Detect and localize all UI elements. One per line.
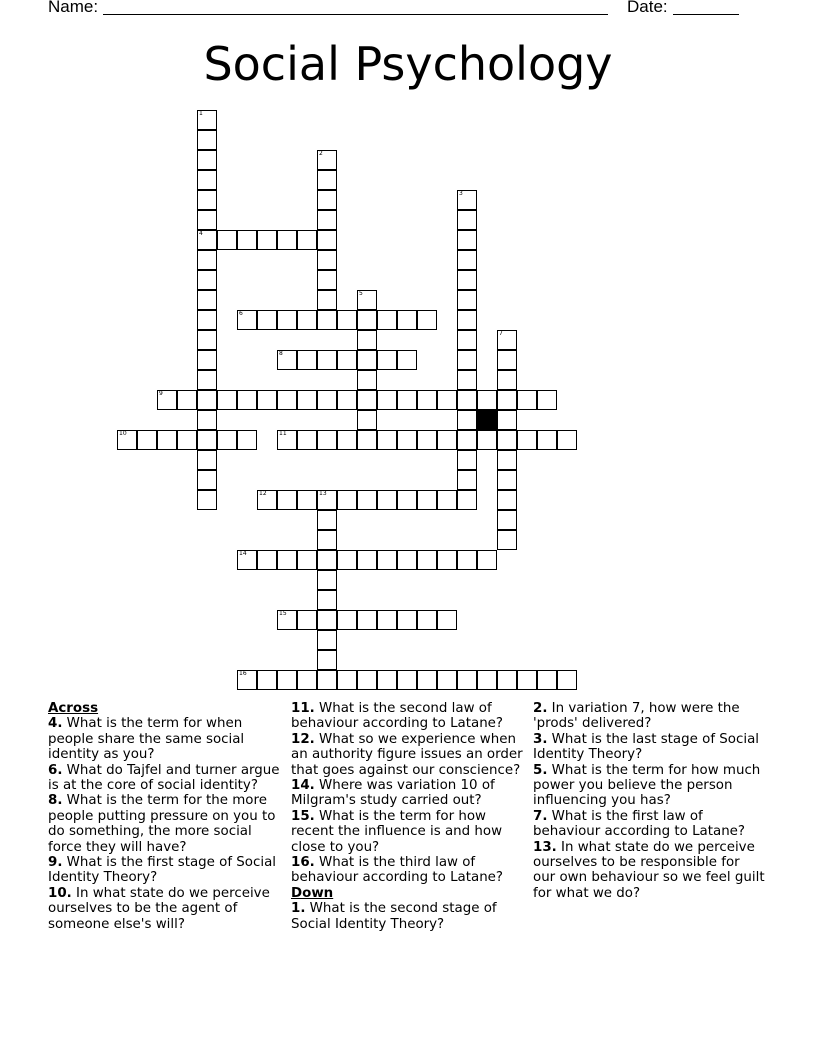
clue-across [48, 855, 280, 886]
crossword-cell[interactable] [397, 490, 417, 510]
crossword-cell[interactable] [457, 470, 477, 490]
crossword-cell[interactable] [377, 550, 397, 570]
crossword-cell[interactable] [297, 390, 317, 410]
cell-number: 3 [459, 190, 463, 197]
clue-across [291, 855, 523, 886]
crossword-cell[interactable] [377, 310, 397, 330]
crossword-cell[interactable] [317, 670, 337, 690]
crossword-cell[interactable] [337, 350, 357, 370]
crossword-cell[interactable] [337, 430, 357, 450]
page-title: Social Psychology [203, 37, 613, 91]
crossword-cell[interactable] [257, 390, 277, 410]
clue-text: In what state do we perceive ourselves to be the agent of someone else's will? [48, 885, 270, 932]
crossword-cell[interactable] [317, 190, 337, 210]
clue-across [48, 763, 280, 794]
blocked-cell [477, 410, 497, 430]
crossword-cell[interactable] [277, 390, 297, 410]
crossword-cell[interactable] [457, 370, 477, 390]
crossword-cell[interactable] [417, 550, 437, 570]
crossword-cell[interactable] [377, 490, 397, 510]
crossword-cell[interactable] [197, 450, 217, 470]
crossword-cell[interactable] [357, 350, 377, 370]
clue-text: In what state do we perceive ourselves to be responsible for our own behaviour so we feel guilt for what we do? [533, 839, 765, 901]
crossword-cell[interactable] [257, 490, 277, 510]
clue-number: 2. [533, 701, 548, 716]
crossword-cell[interactable] [297, 350, 317, 370]
crossword-cell[interactable] [357, 410, 377, 430]
crossword-cell[interactable] [217, 430, 237, 450]
crossword-cell[interactable] [297, 430, 317, 450]
crossword-cell[interactable] [497, 670, 517, 690]
crossword-cell[interactable] [157, 430, 177, 450]
clue-text: What is the term for when people share the same social identity as you? [48, 716, 245, 763]
clue-number: 16. [291, 855, 315, 871]
cell-number: 10 [119, 430, 127, 437]
crossword-cell[interactable] [497, 370, 517, 390]
crossword-cell[interactable] [477, 670, 497, 690]
clue-text: What is the last stage of Social Identity Theory? [533, 731, 759, 763]
crossword-cell[interactable] [357, 390, 377, 410]
clue-number: 7. [533, 808, 548, 824]
crossword-cell[interactable] [277, 490, 297, 510]
clues-column-3 [533, 701, 765, 901]
crossword-cell[interactable] [317, 530, 337, 550]
clue-text: What is the term for the more people putting pressure on you to do something, the more social force they will have? [48, 793, 276, 855]
crossword-cell[interactable] [177, 390, 197, 410]
crossword-cell[interactable] [317, 290, 337, 310]
crossword-cell[interactable] [377, 390, 397, 410]
crossword-cell[interactable] [337, 670, 357, 690]
crossword-cell[interactable] [197, 390, 217, 410]
crossword-cell[interactable] [317, 550, 337, 570]
clue-across [48, 793, 280, 855]
clue-text: What is the second stage of Social Identity Theory? [291, 901, 497, 932]
clue-number: 1. [291, 901, 306, 917]
crossword-cell[interactable] [317, 570, 337, 590]
crossword-cell[interactable] [437, 390, 457, 410]
clue-number: 10. [48, 885, 72, 901]
crossword-cell[interactable] [257, 310, 277, 330]
crossword-cell[interactable] [277, 350, 297, 370]
crossword-cell[interactable] [337, 310, 357, 330]
crossword-cell[interactable] [157, 390, 177, 410]
crossword-cell[interactable] [497, 510, 517, 530]
crossword-cell[interactable] [317, 490, 337, 510]
crossword-cell[interactable] [357, 610, 377, 630]
clue-number: 14. [291, 778, 315, 794]
crossword-cell[interactable] [117, 430, 137, 450]
clue-number: 5. [533, 762, 548, 778]
crossword-cell[interactable] [317, 650, 337, 670]
crossword-cell[interactable] [237, 390, 257, 410]
crossword-cell[interactable] [457, 550, 477, 570]
crossword-cell[interactable] [357, 290, 377, 310]
crossword-cell[interactable] [457, 230, 477, 250]
crossword-cell[interactable] [277, 550, 297, 570]
crossword-cell[interactable] [197, 210, 217, 230]
crossword-cell[interactable] [377, 670, 397, 690]
clue-across [291, 732, 523, 778]
crossword-cell[interactable] [397, 610, 417, 630]
cell-number: 13 [319, 490, 327, 497]
cell-number: 1 [199, 110, 203, 117]
crossword-cell[interactable] [517, 670, 537, 690]
crossword-cell[interactable] [197, 430, 217, 450]
clue-across [291, 809, 523, 855]
crossword-cell[interactable] [257, 670, 277, 690]
crossword-cell[interactable] [197, 170, 217, 190]
crossword-cell[interactable] [197, 290, 217, 310]
clue-down [291, 901, 523, 932]
crossword-cell[interactable] [277, 310, 297, 330]
crossword-cell[interactable] [437, 430, 457, 450]
crossword-cell[interactable] [277, 430, 297, 450]
crossword-cell[interactable] [237, 230, 257, 250]
crossword-cell[interactable] [457, 410, 477, 430]
clue-text: What is the third law of behaviour according to Latane? [291, 855, 504, 886]
clue-text: What is the term for how recent the influence is and how close to you? [291, 808, 503, 855]
crossword-cell[interactable] [377, 350, 397, 370]
crossword-cell[interactable] [457, 210, 477, 230]
crossword-cell[interactable] [397, 670, 417, 690]
crossword-cell[interactable] [257, 550, 277, 570]
crossword-cell[interactable] [317, 310, 337, 330]
crossword-cell[interactable] [417, 390, 437, 410]
clue-across [291, 778, 523, 809]
crossword-cell[interactable] [517, 430, 537, 450]
crossword-cell[interactable] [497, 390, 517, 410]
crossword-cell[interactable] [277, 610, 297, 630]
clue-across [48, 886, 280, 932]
crossword-cell[interactable] [197, 130, 217, 150]
crossword-cell[interactable] [297, 490, 317, 510]
crossword-cell[interactable] [457, 270, 477, 290]
crossword-cell[interactable] [457, 350, 477, 370]
crossword-cell[interactable] [317, 350, 337, 370]
crossword-cell[interactable] [337, 610, 357, 630]
cell-number: 16 [239, 670, 247, 677]
crossword-cell[interactable] [317, 150, 337, 170]
crossword-cell[interactable] [217, 230, 237, 250]
cell-number: 11 [279, 430, 287, 437]
crossword-cell[interactable] [397, 310, 417, 330]
crossword-cell[interactable] [417, 670, 437, 690]
crossword-cell[interactable] [377, 430, 397, 450]
crossword-cell[interactable] [517, 390, 537, 410]
crossword-cell[interactable] [417, 610, 437, 630]
crossword-cell[interactable] [357, 670, 377, 690]
crossword-cell[interactable] [357, 430, 377, 450]
crossword-cell[interactable] [317, 170, 337, 190]
crossword-cell[interactable] [297, 550, 317, 570]
clue-text: What so we experience when an authority figure issues an order that goes against our conscience? [291, 731, 523, 778]
crossword-cell[interactable] [237, 310, 257, 330]
across-heading: Across [48, 701, 99, 716]
crossword-cell[interactable] [197, 230, 217, 250]
cell-number: 7 [499, 330, 503, 337]
crossword-cell[interactable] [197, 190, 217, 210]
crossword-cell[interactable] [357, 370, 377, 390]
clue-across [291, 701, 523, 732]
crossword-cell[interactable] [477, 550, 497, 570]
crossword-cell[interactable] [417, 310, 437, 330]
crossword-cell[interactable] [397, 550, 417, 570]
crossword-cell[interactable] [357, 330, 377, 350]
crossword-cell[interactable] [197, 370, 217, 390]
clue-down [533, 701, 765, 732]
cell-number: 8 [279, 350, 283, 357]
clue-text: What is the first stage of Social Identity Theory? [48, 855, 277, 886]
crossword-cell[interactable] [357, 310, 377, 330]
crossword-cell[interactable] [537, 670, 557, 690]
crossword-cell[interactable] [377, 610, 397, 630]
clue-text: What is the term for how much power you believe the person influencing you has? [533, 762, 761, 809]
crossword-cell[interactable] [297, 310, 317, 330]
crossword-cell[interactable] [317, 250, 337, 270]
crossword-cell[interactable] [257, 230, 277, 250]
crossword-cell[interactable] [197, 410, 217, 430]
crossword-cell[interactable] [197, 250, 217, 270]
crossword-cell[interactable] [397, 390, 417, 410]
crossword-cell[interactable] [317, 510, 337, 530]
crossword-cell[interactable] [457, 450, 477, 470]
crossword-cell[interactable] [397, 430, 417, 450]
crossword-cell[interactable] [317, 630, 337, 650]
clue-number: 4. [48, 716, 63, 732]
crossword-cell[interactable] [477, 390, 497, 410]
crossword-cell[interactable] [457, 310, 477, 330]
crossword-cell[interactable] [497, 430, 517, 450]
clue-text: Where was variation 10 of Milgram's study carried out? [291, 778, 495, 809]
crossword-cell[interactable] [457, 190, 477, 210]
cell-number: 9 [159, 390, 163, 397]
clue-number: 6. [48, 762, 63, 778]
clue-text: What do Tajfel and turner argue is at the core of social identity? [48, 762, 280, 794]
crossword-cell[interactable] [477, 430, 497, 450]
crossword-cell[interactable] [297, 610, 317, 630]
date-label: Date: [627, 0, 668, 16]
crossword-cell[interactable] [317, 230, 337, 250]
clue-text: In variation 7, how were the 'prods' delivered? [533, 701, 740, 732]
clues-column-2 [291, 701, 523, 932]
crossword-cell[interactable] [497, 470, 517, 490]
crossword-cell[interactable] [557, 670, 577, 690]
clue-number: 8. [48, 793, 63, 809]
crossword-cell[interactable] [537, 430, 557, 450]
crossword-cell[interactable] [317, 590, 337, 610]
crossword-cell[interactable] [197, 470, 217, 490]
crossword-cell[interactable] [197, 350, 217, 370]
crossword-cell[interactable] [357, 490, 377, 510]
crossword-cell[interactable] [397, 350, 417, 370]
clue-number: 15. [291, 808, 315, 824]
crossword-cell[interactable] [557, 430, 577, 450]
crossword-cell[interactable] [297, 230, 317, 250]
cell-number: 4 [199, 230, 203, 237]
crossword-cell[interactable] [437, 610, 457, 630]
clue-across [48, 716, 280, 762]
crossword-cell[interactable] [197, 330, 217, 350]
crossword-cell[interactable] [457, 390, 477, 410]
crossword-cell[interactable] [177, 430, 197, 450]
crossword-cell[interactable] [337, 490, 357, 510]
cell-number: 12 [259, 490, 267, 497]
crossword-cell[interactable] [437, 670, 457, 690]
crossword-cell[interactable] [317, 390, 337, 410]
crossword-cell[interactable] [457, 250, 477, 270]
clue-number: 11. [291, 701, 315, 716]
crossword-cell[interactable] [457, 430, 477, 450]
cell-number: 14 [239, 550, 247, 557]
clue-number: 3. [533, 731, 548, 747]
crossword-cell[interactable] [457, 670, 477, 690]
crossword-cell[interactable] [437, 550, 457, 570]
crossword-cell[interactable] [337, 550, 357, 570]
crossword-cell[interactable] [137, 430, 157, 450]
down-heading: Down [291, 885, 334, 901]
cell-number: 6 [239, 310, 243, 317]
cell-number: 2 [319, 150, 323, 157]
crossword-cell[interactable] [197, 110, 217, 130]
crossword-cell[interactable] [197, 270, 217, 290]
clue-down [533, 840, 765, 902]
clue-text: What is the first law of behaviour according to Latane? [533, 808, 746, 840]
clue-down [533, 763, 765, 809]
crossword-cell[interactable] [277, 670, 297, 690]
crossword-cell[interactable] [497, 490, 517, 510]
crossword-cell[interactable] [197, 310, 217, 330]
clue-number: 13. [533, 839, 557, 855]
crossword-cell[interactable] [237, 550, 257, 570]
crossword-cell[interactable] [197, 150, 217, 170]
crossword-cell[interactable] [497, 530, 517, 550]
crossword-cell[interactable] [197, 490, 217, 510]
cell-number: 15 [279, 610, 287, 617]
crossword-cell[interactable] [277, 230, 297, 250]
crossword-cell[interactable] [417, 430, 437, 450]
crossword-cell[interactable] [437, 490, 457, 510]
clue-number: 12. [291, 731, 315, 747]
crossword-cell[interactable] [457, 330, 477, 350]
crossword-cell[interactable] [337, 390, 357, 410]
clue-text: What is the second law of behaviour according to Latane? [291, 701, 504, 732]
crossword-cell[interactable] [457, 290, 477, 310]
crossword-cell[interactable] [497, 450, 517, 470]
clue-down [533, 732, 765, 763]
cell-number: 5 [359, 290, 363, 297]
crossword-cell[interactable] [457, 490, 477, 510]
clues-column-1 [48, 701, 280, 932]
crossword-cell[interactable] [317, 610, 337, 630]
crossword-cell[interactable] [357, 550, 377, 570]
crossword-cell[interactable] [417, 490, 437, 510]
crossword-cell[interactable] [537, 390, 557, 410]
crossword-cell[interactable] [317, 210, 337, 230]
crossword-cell[interactable] [497, 330, 517, 350]
crossword-cell[interactable] [497, 410, 517, 430]
crossword-cell[interactable] [497, 350, 517, 370]
crossword-cell[interactable] [237, 430, 257, 450]
name-label: Name: [48, 0, 99, 16]
clue-down [533, 809, 765, 840]
crossword-cell[interactable] [297, 670, 317, 690]
clue-number: 9. [48, 855, 63, 871]
crossword-cell[interactable] [317, 270, 337, 290]
crossword-cell[interactable] [237, 670, 257, 690]
crossword-cell[interactable] [317, 430, 337, 450]
crossword-cell[interactable] [217, 390, 237, 410]
